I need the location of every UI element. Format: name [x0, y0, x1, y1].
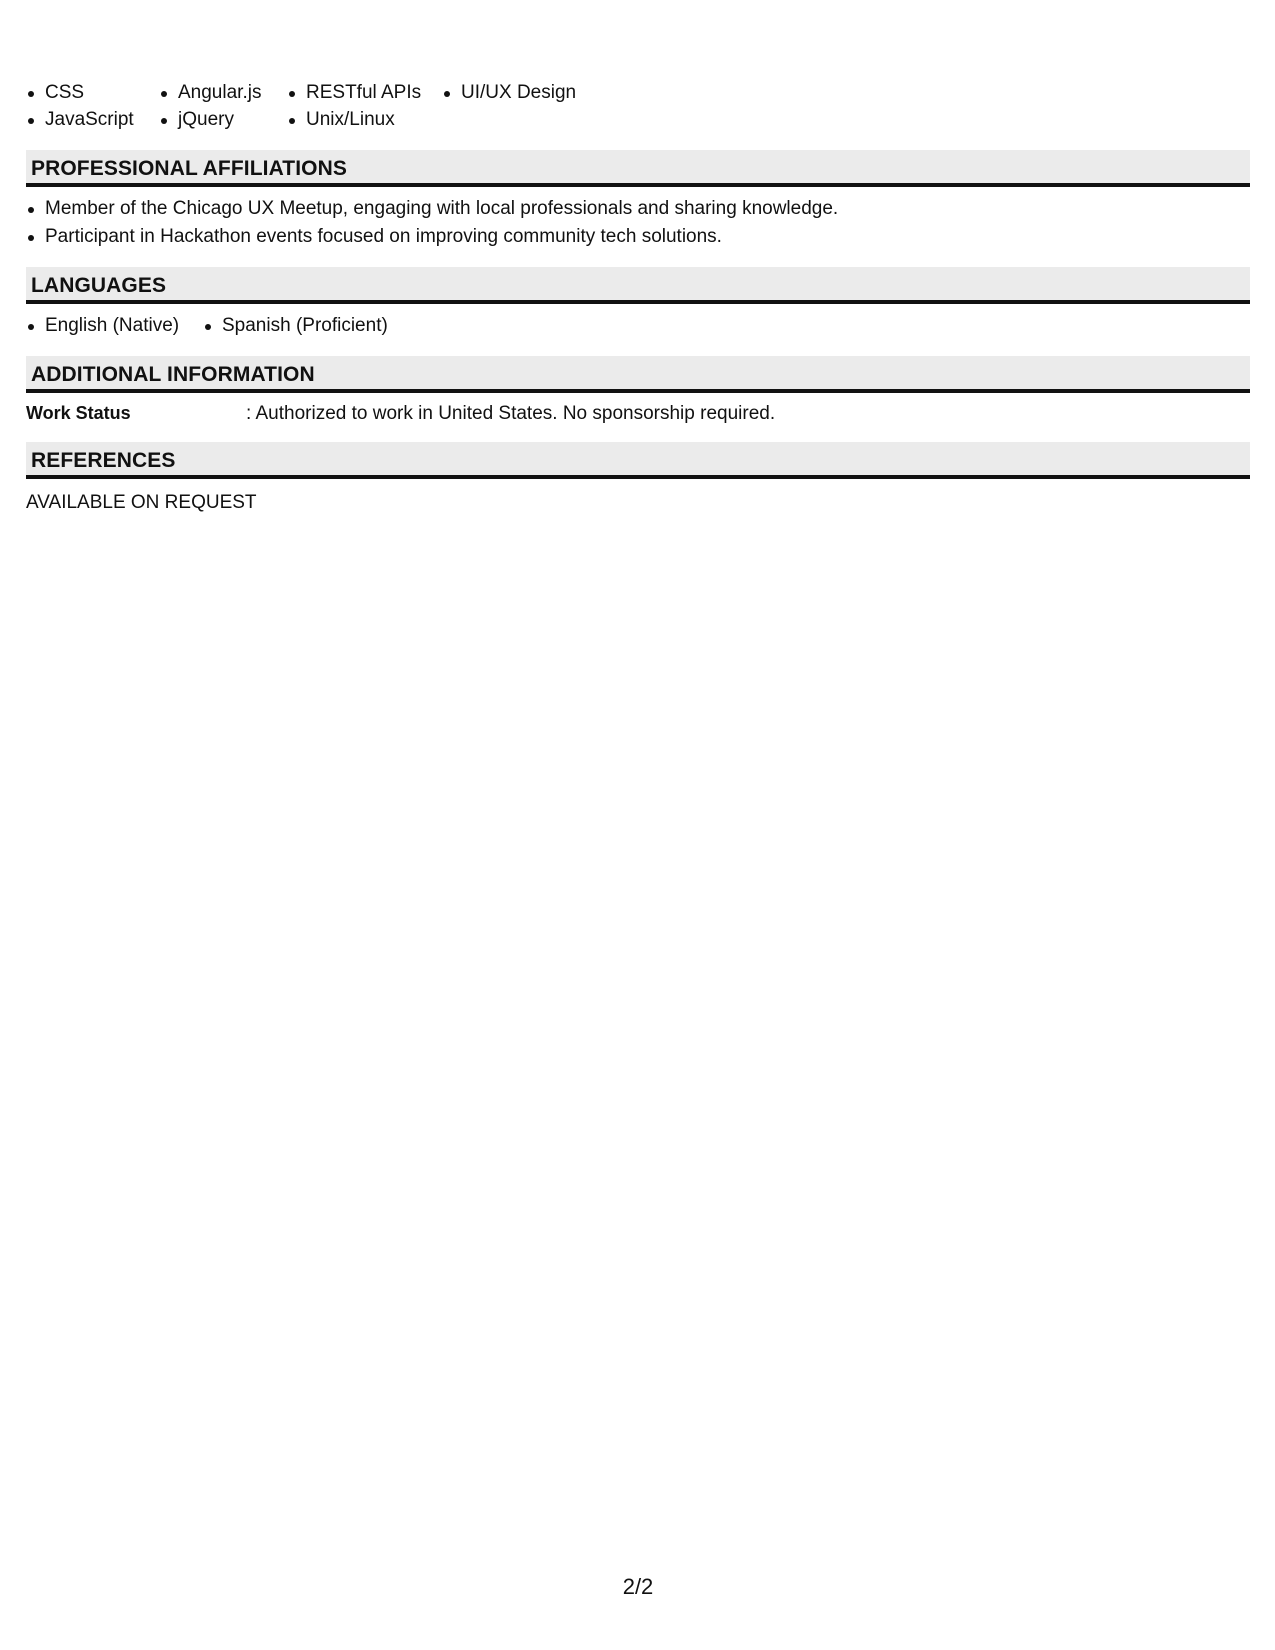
skill-item: jQuery: [159, 106, 287, 133]
page-number: 2/2: [622, 1574, 654, 1599]
language-item: Spanish (Proficient): [203, 312, 388, 339]
section-title: REFERENCES: [31, 449, 176, 472]
affiliation-item: Participant in Hackathon events focused on improving community tech solutions.: [26, 223, 838, 251]
skills-column: [287, 79, 442, 133]
affiliations-list: [26, 195, 838, 251]
language-item: English (Native): [26, 312, 203, 339]
skills-column: [442, 79, 602, 133]
languages-list: [26, 312, 388, 339]
skill-item: UI/UX Design: [442, 79, 602, 106]
section-header-languages: [26, 267, 1250, 304]
section-title: LANGUAGES: [31, 274, 167, 297]
skill-item: Angular.js: [159, 79, 287, 106]
references-text: AVAILABLE ON REQUEST: [26, 492, 257, 513]
skill-item: RESTful APIs: [287, 79, 442, 106]
skills-column: [26, 79, 159, 133]
section-header-additional-information: [26, 356, 1250, 393]
skill-item: Unix/Linux: [287, 106, 442, 133]
section-title: ADDITIONAL INFORMATION: [31, 363, 315, 386]
section-header-references: [26, 442, 1250, 479]
section-title: PROFESSIONAL AFFILIATIONS: [31, 157, 347, 180]
skills-list: [26, 79, 602, 133]
work-status-value: : Authorized to work in United States. No sponsorship required.: [246, 403, 776, 424]
skill-item: CSS: [26, 79, 159, 106]
skill-item: JavaScript: [26, 106, 159, 133]
section-header-affiliations: [26, 150, 1250, 187]
affiliation-item: Member of the Chicago UX Meetup, engaging with local professionals and sharing knowledge.: [26, 195, 838, 223]
work-status-label: Work Status: [26, 403, 131, 423]
resume-page: [26, 0, 1250, 1650]
skills-column: [159, 79, 287, 133]
